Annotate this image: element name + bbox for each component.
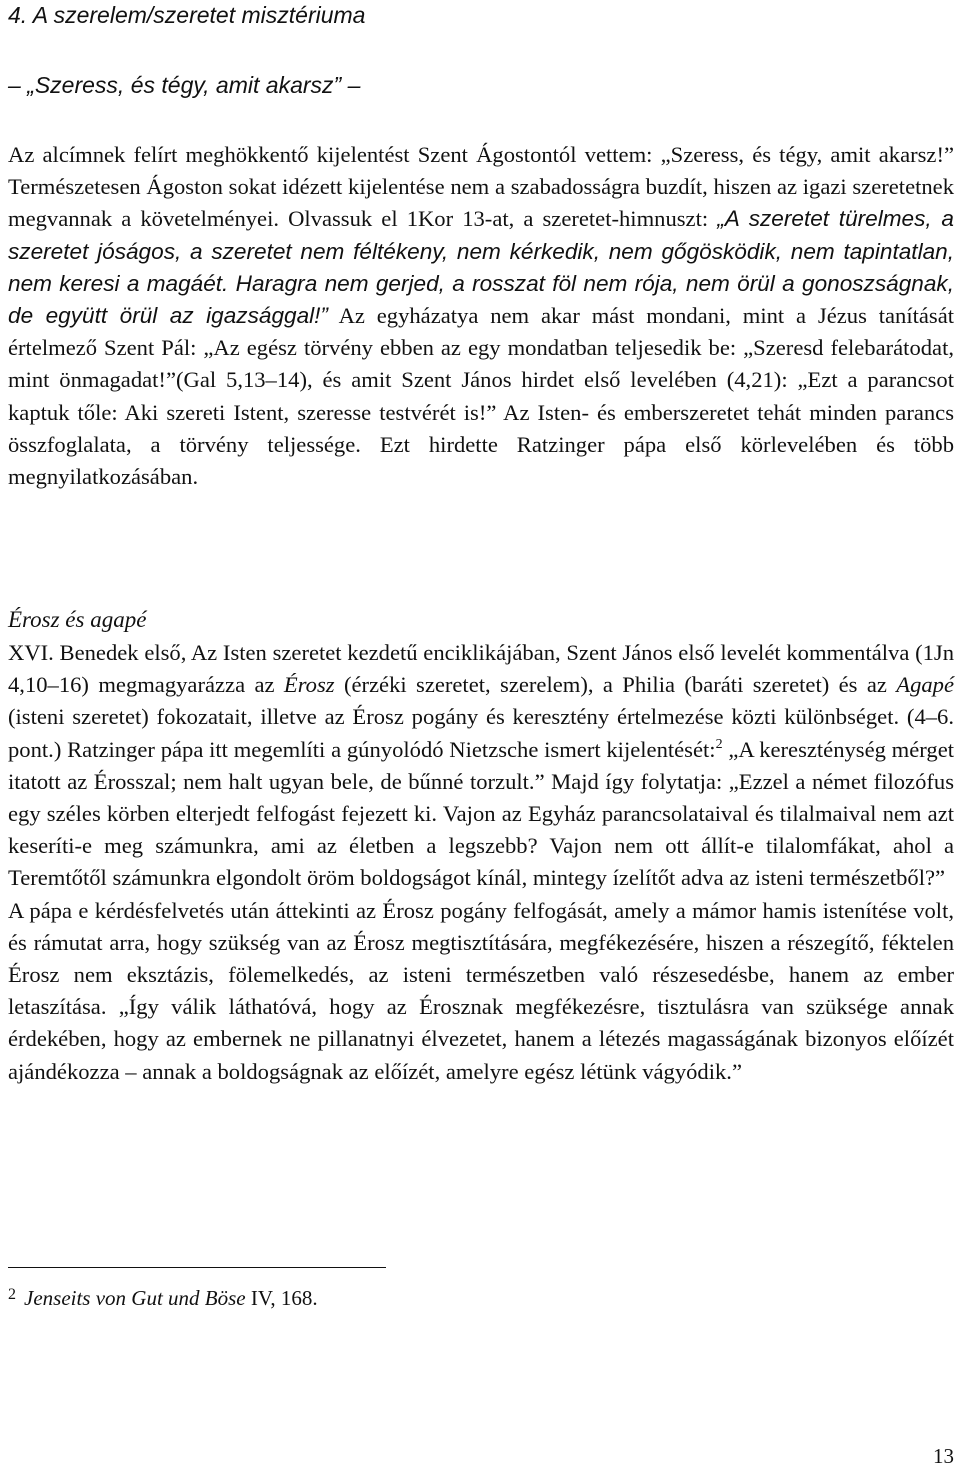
section-title: Érosz és agapé bbox=[8, 607, 147, 632]
chapter-subheading: – „Szeress, és tégy, amit akarsz” – bbox=[8, 72, 361, 98]
term-eros: Érosz bbox=[283, 672, 335, 698]
section-body bbox=[8, 637, 954, 1088]
text-run: (érzéki szeretet, szerelem), a Philia (baráti szeretet) és az bbox=[334, 672, 897, 698]
footnote-citation: IV, 168. bbox=[245, 1286, 318, 1310]
footnote-title: Jenseits von Gut und Böse bbox=[24, 1286, 246, 1310]
footnote-separator bbox=[8, 1267, 386, 1268]
paragraph-eros-agape bbox=[8, 637, 954, 895]
page-number: 13 bbox=[933, 1444, 954, 1468]
text-run: XVI. Benedek első, Az Isten szeretet kezdetű enciklikájában, Szent János első levelét kommentálva (1Jn 4,10–16) megmagyarázza az bbox=[8, 640, 954, 698]
intro-text-1: Az alcímnek felírt meghökkentő kijelentést Szent Ágostontól vettem: „Szeress, és tégy, amit akarsz!” Természetesen Ágoston sokat idézett kijelentése nem a szabadosságra buzdít, hiszen az igazi szeretetnek megvannak a követelményei. Olvassuk el 1Kor 13-at, a szeretet-himnuszt: bbox=[8, 142, 954, 232]
text-run: „A kereszténység mérget itatott az Érosszal; nem halt ugyan bele, de bűnné torzult.” Majd így folytatja: „Ezzel a német filozófus egy széles körben elterjedt felfogást fejezett ki. Vajon az Egyház parancsolataival és tilalmaival nem azt keseríti-e meg számunkra, ami az életben a legszebb? Vajon nem ott állít-e tilalomfákat, ahol a Teremtőtől számunkra elgondolt öröm boldogságot kínál, mintegy ízelítőt adva az isteni természetből?” bbox=[8, 736, 954, 891]
intro-paragraph bbox=[8, 139, 954, 493]
paragraph-papal-review: A pápa e kérdésfelvetés után áttekinti az Érosz pogány felfogását, amely a mámor hamis istenítése volt, és rámutat arra, hogy szükség van az Érosz megtisztítására, megfékezésére, hiszen a részegítő, féktelen Érosz nem eksztázis, fölemelkedés, az isteni természetben való részesedésbe, hanem az ember letaszítása. „Így válik láthatóvá, hogy az Érosznak megfékezésre, tisztulásra van szüksége annak érdekében, hogy az embernek ne pillanatnyi élvezetet, hanem a létezés magasságának bizonyos előízét ajándékozza – annak a boldogságnak az előízét, amelyre egész létünk vágyódik.” bbox=[8, 897, 954, 1084]
text-run: (isteni szeretet) fokozatait, illetve az Érosz pogány és keresztény értelmezése közti különbséget. (4–6. pont.) Ratzinger pápa itt megemlíti a gúnyolódó Nietzsche ismert kijelentését: bbox=[8, 704, 954, 762]
intro-text-2: Az egyházatya nem akar mást mondani, mint a Jézus tanítását értelmező Szent Pál: „Az egész törvény ebben az egy mondatban teljesedik be: „Szeresd felebarátodat, mint önmagadat!”(Gal 5,13–14), és amit Szent János hirdet első levelében (4,21): „Ezt a parancsot kaptuk tőle: Aki szereti Istent, szeresse testvérét is!” Az Isten- és emberszeretet tehát minden parancs összfoglalata, a törvény teljessége. Ezt hirdette Ratzinger pápa első körlevelében és több megnyilatkozásában. bbox=[8, 303, 955, 490]
corinthians-quote: „A szeretet türelmes, a szeretet jóságos, a szeretet nem féltékeny, nem kérkedik, nem gőgösködik, nem tapintatlan, nem keresi a magáét. Haragra nem gerjed, a rosszat föl nem rója, nem örül a gonoszságnak, de együtt örül az igazsággal!” bbox=[8, 206, 954, 329]
footnote-reference[interactable]: 2 bbox=[715, 736, 723, 752]
term-agape: Agapé bbox=[896, 672, 954, 698]
chapter-heading: 4. A szerelem/szeretet misztériuma bbox=[8, 2, 366, 28]
footnote-number: 2 bbox=[8, 1286, 16, 1303]
footnote bbox=[8, 1283, 318, 1313]
